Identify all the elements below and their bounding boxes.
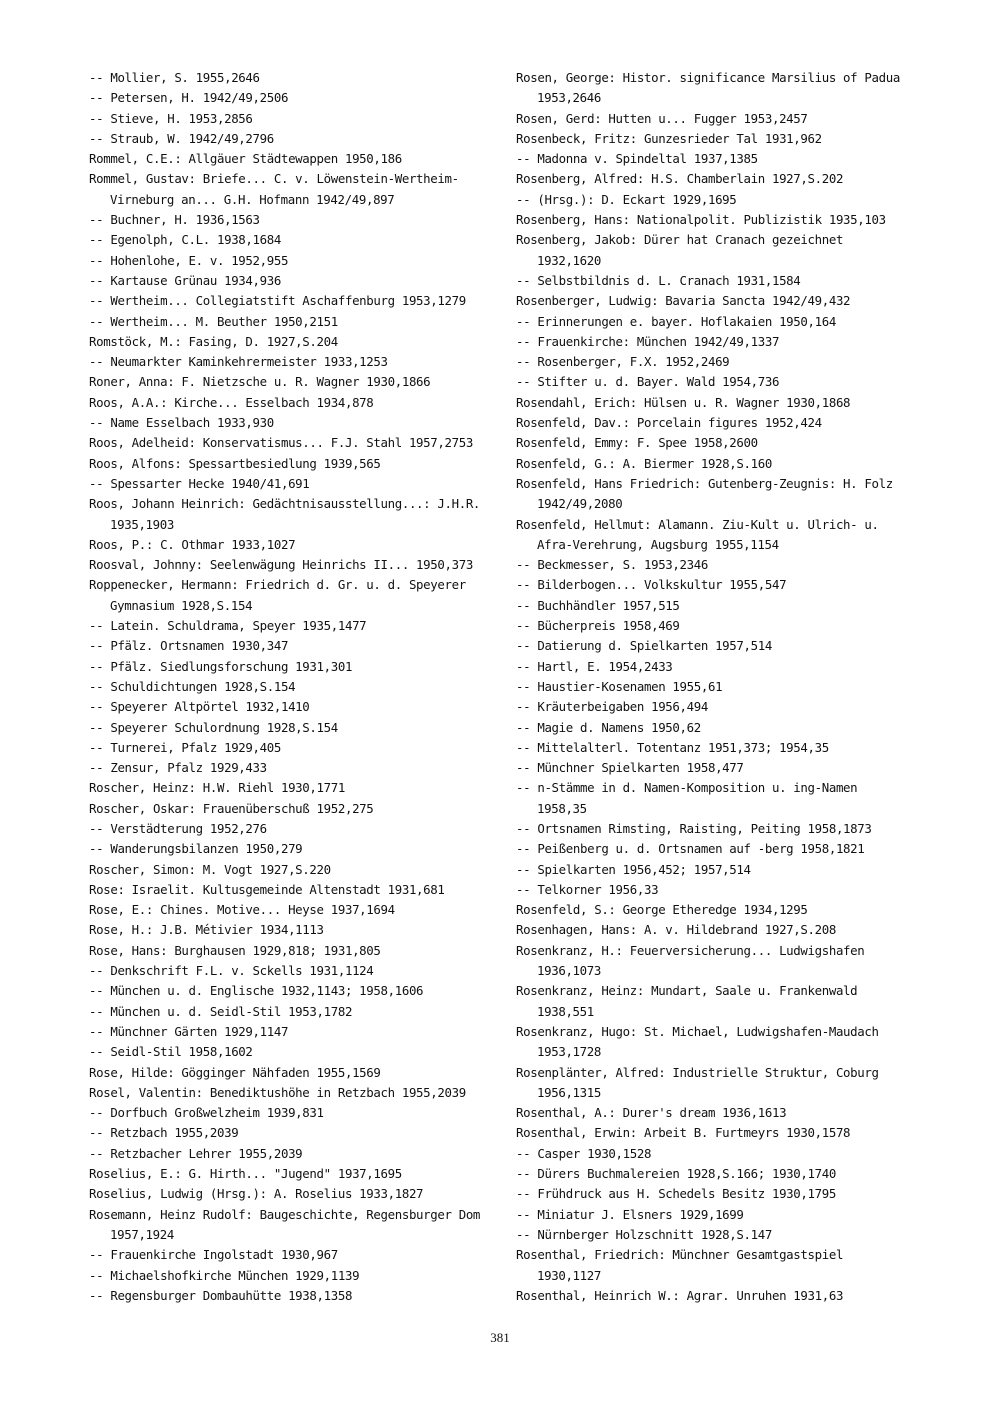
index-entry: -- Verstädterung 1952,276 (89, 820, 267, 836)
index-entry: Rose, E.: Chines. Motive... Heyse 1937,1694 (89, 902, 395, 918)
index-entry-continuation: 1953,2646 (537, 90, 601, 106)
index-entry: Rosenberg, Jakob: Dürer hat Cranach gezeichnet (516, 232, 844, 248)
index-entry: Roosval, Johnny: Seelenwägung Heinrichs II... 1950,373 (89, 557, 473, 573)
index-entry: Rosenplänter, Alfred: Industrielle Struktur, Coburg (516, 1064, 879, 1080)
index-entry: Rosenfeld, S.: George Etheredge 1934,1295 (516, 902, 808, 918)
index-entry: -- Hohenlohe, E. v. 1952,955 (89, 252, 289, 268)
index-entry: Rosemann, Heinz Rudolf: Baugeschichte, Regensburger Dom (89, 1206, 481, 1222)
index-entry: -- Wertheim... Collegiatstift Aschaffenburg 1953,1279 (89, 293, 466, 309)
index-entry: Roos, Adelheid: Konservatismus... F.J. Stahl 1957,2753 (89, 435, 473, 451)
index-entry: -- Telkorner 1956,33 (516, 881, 659, 897)
index-entry: -- Stifter u. d. Bayer. Wald 1954,736 (516, 374, 780, 390)
index-entry: Rose: Israelit. Kultusgemeinde Altenstadt 1931,681 (89, 881, 445, 897)
index-entry: Roos, Alfons: Spessartbesiedlung 1939,565 (89, 455, 381, 471)
index-entry: -- Haustier-Kosenamen 1955,61 (516, 678, 723, 694)
index-entry: Rosenfeld, Hans Friedrich: Gutenberg-Zeugnis: H. Folz (516, 475, 893, 491)
index-entry-continuation: Virneburg an... G.H. Hofmann 1942/49,897 (110, 191, 395, 207)
index-entry: -- n-Stämme in d. Namen-Komposition u. ing-Namen (516, 780, 858, 796)
index-entry: Rosenthal, Heinrich W.: Agrar. Unruhen 1931,63 (516, 1287, 844, 1303)
index-entry: -- Retzbacher Lehrer 1955,2039 (89, 1145, 303, 1161)
right-index-column (516, 68, 912, 1306)
index-entry: Rosenthal, Friedrich: Münchner Gesamtgastspiel (516, 1247, 844, 1263)
index-entry: Roselius, E.: G. Hirth... "Jugend" 1937,1695 (89, 1166, 402, 1182)
index-entry-continuation: Afra-Verehrung, Augsburg 1955,1154 (537, 536, 779, 552)
index-entry: Rosenberg, Alfred: H.S. Chamberlain 1927,S.202 (516, 171, 844, 187)
index-entry: -- Latein. Schuldrama, Speyer 1935,1477 (89, 618, 367, 634)
index-entry: -- Dürers Buchmalereien 1928,S.166; 1930,1740 (516, 1166, 836, 1182)
index-entry: -- Wanderungsbilanzen 1950,279 (89, 841, 303, 857)
index-entry: -- Mittelalterl. Totentanz 1951,373; 1954,35 (516, 739, 829, 755)
index-entry: Rosenkranz, Hugo: St. Michael, Ludwigshafen-Maudach (516, 1023, 879, 1039)
index-entry-continuation: 1956,1315 (537, 1084, 601, 1100)
index-entry-continuation: 1953,1728 (537, 1044, 601, 1060)
index-entry: -- Frühdruck aus H. Schedels Besitz 1930,1795 (516, 1186, 836, 1202)
index-entry: -- Dorfbuch Großwelzheim 1939,831 (89, 1105, 324, 1121)
index-entry: -- Peißenberg u. d. Ortsnamen auf -berg 1958,1821 (516, 841, 865, 857)
index-entry: Rosenfeld, Emmy: F. Spee 1958,2600 (516, 435, 758, 451)
index-entry: Roscher, Heinz: H.W. Riehl 1930,1771 (89, 780, 345, 796)
index-entry: -- Zensur, Pfalz 1929,433 (89, 760, 267, 776)
index-entry: -- Erinnerungen e. bayer. Hoflakaien 1950,164 (516, 313, 836, 329)
index-entry: -- Magie d. Namens 1950,62 (516, 719, 701, 735)
index-entry-continuation: 1930,1127 (537, 1267, 601, 1283)
index-entry: Rosenberg, Hans: Nationalpolit. Publizistik 1935,103 (516, 212, 886, 228)
index-entry: -- Stieve, H. 1953,2856 (89, 110, 253, 126)
index-entry: -- Ortsnamen Rimsting, Raisting, Peiting 1958,1873 (516, 820, 872, 836)
index-entry: Rosenfeld, Dav.: Porcelain figures 1952,424 (516, 415, 822, 431)
index-entry: -- Turnerei, Pfalz 1929,405 (89, 739, 281, 755)
index-entry: -- Kräuterbeigaben 1956,494 (516, 699, 708, 715)
index-entry: -- Bilderbogen... Volkskultur 1955,547 (516, 577, 787, 593)
index-entry: -- München u. d. Englische 1932,1143; 1958,1606 (89, 983, 424, 999)
index-entry: Rommel, C.E.: Allgäuer Städtewappen 1950,186 (89, 151, 402, 167)
index-entry: -- (Hrsg.): D. Eckart 1929,1695 (516, 191, 737, 207)
page-number: 381 (490, 1330, 510, 1345)
index-entry: Rosenfeld, Hellmut: Alamann. Ziu-Kult u. Ulrich- u. (516, 516, 879, 532)
index-entry: Rosenfeld, G.: A. Biermer 1928,S.160 (516, 455, 772, 471)
index-entry-continuation: 1932,1620 (537, 252, 601, 268)
index-entry: Rose, H.: J.B. Métivier 1934,1113 (89, 922, 324, 938)
index-entry: -- Schuldichtungen 1928,S.154 (89, 678, 296, 694)
index-entry-continuation: 1958,35 (537, 800, 587, 816)
index-entry: -- Münchner Gärten 1929,1147 (89, 1023, 289, 1039)
index-entry-continuation: 1957,1924 (110, 1226, 174, 1242)
index-entry: Rosel, Valentin: Benediktushöhe in Retzbach 1955,2039 (89, 1084, 466, 1100)
index-entry-continuation: 1938,551 (537, 1003, 594, 1019)
index-entry: Rommel, Gustav: Briefe... C. v. Löwenstein-Wertheim- (89, 171, 459, 187)
index-entry-continuation: 1942/49,2080 (537, 496, 623, 512)
index-entry: Rosenthal, A.: Durer's dream 1936,1613 (516, 1105, 787, 1121)
index-entry: -- Spielkarten 1956,452; 1957,514 (516, 861, 751, 877)
index-entry: -- Egenolph, C.L. 1938,1684 (89, 232, 281, 248)
index-entry: -- Münchner Spielkarten 1958,477 (516, 760, 744, 776)
index-entry: -- Name Esselbach 1933,930 (89, 415, 274, 431)
index-entry: -- Spessarter Hecke 1940/41,691 (89, 475, 310, 491)
index-entry: -- Beckmesser, S. 1953,2346 (516, 557, 708, 573)
index-entry: Rosenkranz, H.: Feuerversicherung... Ludwigshafen (516, 942, 865, 958)
index-entry: -- Madonna v. Spindeltal 1937,1385 (516, 151, 758, 167)
index-entry: Roppenecker, Hermann: Friedrich d. Gr. u. d. Speyerer (89, 577, 466, 593)
index-entry: -- Regensburger Dombauhütte 1938,1358 (89, 1287, 353, 1303)
index-entry: -- München u. d. Seidl-Stil 1953,1782 (89, 1003, 353, 1019)
index-entry: Roscher, Oskar: Frauenüberschuß 1952,275 (89, 800, 374, 816)
index-entry: Roos, A.A.: Kirche... Esselbach 1934,878 (89, 394, 374, 410)
index-entry-continuation: 1936,1073 (537, 963, 601, 979)
index-entry: -- Seidl-Stil 1958,1602 (89, 1044, 253, 1060)
index-entry: Roos, P.: C. Othmar 1933,1027 (89, 536, 296, 552)
index-entry: -- Miniatur J. Elsners 1929,1699 (516, 1206, 744, 1222)
index-entry: -- Hartl, E. 1954,2433 (516, 658, 673, 674)
index-entry: -- Bücherpreis 1958,469 (516, 618, 680, 634)
index-entry: -- Wertheim... M. Beuther 1950,2151 (89, 313, 338, 329)
index-entry: -- Datierung d. Spielkarten 1957,514 (516, 638, 772, 654)
index-entry: Rose, Hilde: Gögginger Nähfaden 1955,1569 (89, 1064, 381, 1080)
index-entry: Rosen, Gerd: Hutten u... Fugger 1953,2457 (516, 110, 808, 126)
index-entry: -- Straub, W. 1942/49,2796 (89, 130, 274, 146)
index-entry: Rosenthal, Erwin: Arbeit B. Furtmeyrs 1930,1578 (516, 1125, 851, 1141)
index-entry: -- Selbstbildnis d. L. Cranach 1931,1584 (516, 272, 801, 288)
index-entry: Rosendahl, Erich: Hülsen u. R. Wagner 1930,1868 (516, 394, 851, 410)
index-entry: -- Buchner, H. 1936,1563 (89, 212, 260, 228)
index-entry: Rosenhagen, Hans: A. v. Hildebrand 1927,S.208 (516, 922, 836, 938)
index-entry: -- Speyerer Schulordnung 1928,S.154 (89, 719, 338, 735)
index-entry: Rosenkranz, Heinz: Mundart, Saale u. Frankenwald (516, 983, 858, 999)
index-entry-continuation: 1935,1903 (110, 516, 174, 532)
index-entry: -- Pfälz. Siedlungsforschung 1931,301 (89, 658, 353, 674)
index-entry: -- Frauenkirche: München 1942/49,1337 (516, 333, 780, 349)
index-entry: -- Casper 1930,1528 (516, 1145, 652, 1161)
index-entry: Roos, Johann Heinrich: Gedächtnisausstellung...: J.H.R. (89, 496, 481, 512)
index-entry: -- Denkschrift F.L. v. Sckells 1931,1124 (89, 963, 374, 979)
index-entry: Rosenberger, Ludwig: Bavaria Sancta 1942/49,432 (516, 293, 851, 309)
index-entry: -- Kartause Grünau 1934,936 (89, 272, 281, 288)
index-entry: -- Petersen, H. 1942/49,2506 (89, 90, 289, 106)
index-entry: Romstöck, M.: Fasing, D. 1927,S.204 (89, 333, 338, 349)
index-entry: -- Nürnberger Holzschnitt 1928,S.147 (516, 1226, 772, 1242)
index-entry-continuation: Gymnasium 1928,S.154 (110, 597, 253, 613)
index-entry: Rose, Hans: Burghausen 1929,818; 1931,805 (89, 942, 381, 958)
index-entry: -- Buchhändler 1957,515 (516, 597, 680, 613)
index-entry: Roscher, Simon: M. Vogt 1927,S.220 (89, 861, 331, 877)
index-entry: -- Retzbach 1955,2039 (89, 1125, 239, 1141)
index-entry: Roner, Anna: F. Nietzsche u. R. Wagner 1930,1866 (89, 374, 431, 390)
index-entry: Roselius, Ludwig (Hrsg.): A. Roselius 1933,1827 (89, 1186, 424, 1202)
left-index-column (89, 68, 501, 1306)
index-entry: -- Speyerer Altpörtel 1932,1410 (89, 699, 310, 715)
index-entry: -- Michaelshofkirche München 1929,1139 (89, 1267, 360, 1283)
index-entry: -- Frauenkirche Ingolstadt 1930,967 (89, 1247, 338, 1263)
index-entry: -- Mollier, S. 1955,2646 (89, 70, 260, 85)
index-entry: Rosen, George: Histor. significance Marsilius of Padua (516, 70, 900, 85)
index-entry: -- Rosenberger, F.X. 1952,2469 (516, 354, 730, 370)
index-entry: -- Neumarkter Kaminkehrermeister 1933,1253 (89, 354, 388, 370)
index-entry: Rosenbeck, Fritz: Gunzesrieder Tal 1931,962 (516, 130, 822, 146)
index-entry: -- Pfälz. Ortsnamen 1930,347 (89, 638, 289, 654)
